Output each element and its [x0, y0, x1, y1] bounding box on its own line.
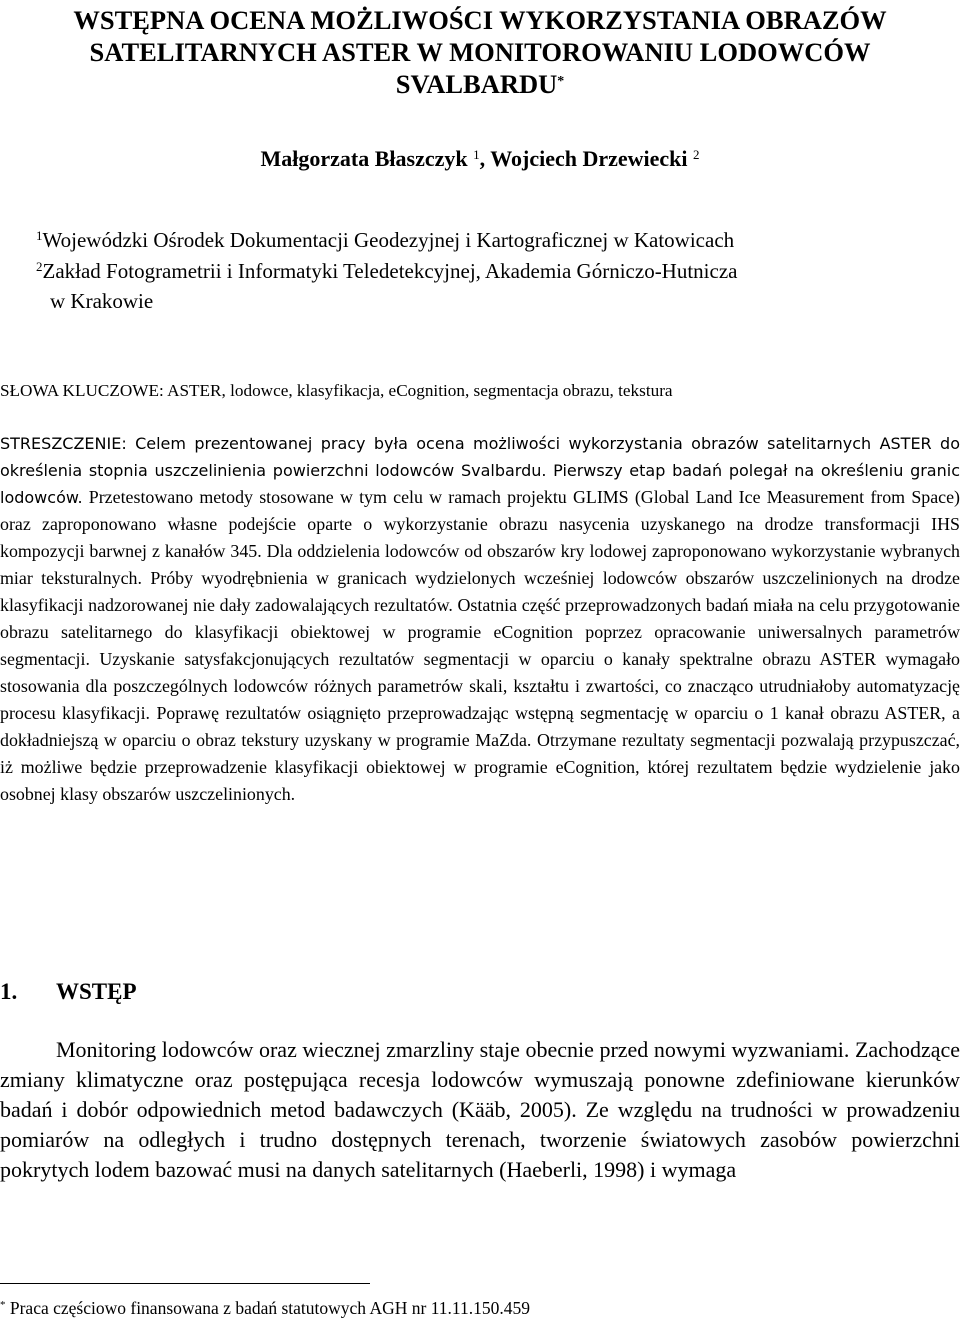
keywords: SŁOWA KLUCZOWE: ASTER, lodowce, klasyfikacja, eCognition, segmentacja obrazu, tekstura [0, 381, 673, 400]
section-number: 1. [0, 979, 18, 1004]
body-paragraph: Monitoring lodowców oraz wiecznej zmarzliny staje obecnie przed nowymi wyzwaniami. Zachodzące zmiany klimatyczne oraz postępująca recesja lodowców wymuszają ponowne zdefiniowane kierunków badań i dobór odpowiednich metod badawczych (Kääb, 2005). Ze względu na trudności w prowadzeniu pomiarów na odległych i trudno dostępnych terenach, tworzenie światowych zasobów powierzchni pokrytych lodem bazować musi na danych satelitarnych (Haeberli, 1998) i wymaga [0, 1037, 960, 1182]
affiliation-1-mark: 1 [36, 228, 43, 243]
author-2: Wojciech Drzewiecki [490, 146, 688, 171]
author-1-affiliation-mark: 1 [473, 147, 480, 162]
footnote-text: Praca częściowo finansowana z badań statutowych AGH nr 11.11.150.459 [5, 1298, 531, 1318]
author-2-affiliation-mark: 2 [693, 147, 700, 162]
footnote [0, 1297, 530, 1319]
author-separator: , [479, 146, 491, 171]
footnote-divider [0, 1283, 370, 1284]
affiliation-2-continuation: w Krakowie [50, 289, 154, 313]
authors-line [0, 145, 960, 173]
abstract-text-rest: Przetestowano metody stosowane w tym celu w ramach projektu GLIMS (Global Land Ice Measurement from Space) oraz zaproponowano własne podejście oparte o wykorzystanie obrazu nasycenia uzyskanego na drodze transformacji IHS kompozycji barwnej z kanałów 345. Dla oddzielenia lodowców od obszarów kry lodowej zaproponowano wykorzystanie wybranych miar teksturalnych. Próby wyodrębnienia w granicach wydzielonych wcześniej lodowców obszarów uszczelinionych na drodze klasyfikacji nadzorowanej nie dały zadowalających rezultatów. Ostatnia część przeprowadzonych badań miała na celu przygotowanie obrazu satelitarnego do klasyfikacji obiektowej w programie eCognition poprzez opracowanie uniwersalnych parametrów segmentacji. Uzyskanie satysfakcjonujących rezultatów segmentacji w oparciu o kanały spektralne obrazu ASTER wymagało stosowania dla poszczególnych lodowców różnych parametrów skali, kształtu i zwartości, co znacząco utrudniałoby automatyzację procesu klasyfikacji. Poprawę rezultatów osiągnięto przeprowadzając wstępną segmentację w oparciu o 1 kanał obrazu ASTER, a dokładniejszą w oparciu o obraz tekstury uzyskany w programie MaZda. Otrzymane rezultaty segmentacji pozwalają przypuszczać, iż możliwe będzie przeprowadzenie klasyfikacji obiektowej w programie eCognition, której rezultatem będzie wydzielenie jako osobnej klasy obszarów uszczelinionych. [0, 487, 960, 804]
affiliation-2 [36, 256, 737, 286]
affiliation-1 [36, 225, 734, 255]
footnote-mark: * [0, 1299, 6, 1311]
title-line-3 [0, 68, 960, 100]
title-line-3-text: SVALBARDU [395, 69, 558, 99]
affiliation-2-mark: 2 [36, 259, 43, 274]
paper-title [0, 4, 960, 100]
title-line-2: SATELITARNYCH ASTER W MONITOROWANIU LODOWCÓW [89, 37, 871, 67]
title-footnote-mark: * [557, 74, 565, 89]
section-heading [0, 976, 137, 1008]
author-1: Małgorzata Błaszczyk [260, 146, 468, 171]
abstract-text-first: Celem prezentowanej pracy była ocena możliwości wykorzystania obrazów satelitarnych ASTER do określenia stopnia uszczelinienia powierzchni lodowców Svalbardu. Pierwszy etap badań polegał na określeniu granic lodowców. [0, 434, 960, 507]
section-title: WSTĘP [56, 979, 137, 1004]
affiliation-1-text: Wojewódzki Ośrodek Dokumentacji Geodezyjnej i Kartograficznej w Katowicach [42, 228, 735, 252]
title-line-1: WSTĘPNA OCENA MOŻLIWOŚCI WYKORZYSTANIA OBRAZÓW [73, 5, 887, 35]
abstract [0, 430, 960, 808]
affiliation-2-text: Zakład Fotogrametrii i Informatyki Teledetekcyjnej, Akademia Górniczo-Hutnicza [42, 259, 738, 283]
abstract-label: STRESZCZENIE: [0, 434, 127, 453]
